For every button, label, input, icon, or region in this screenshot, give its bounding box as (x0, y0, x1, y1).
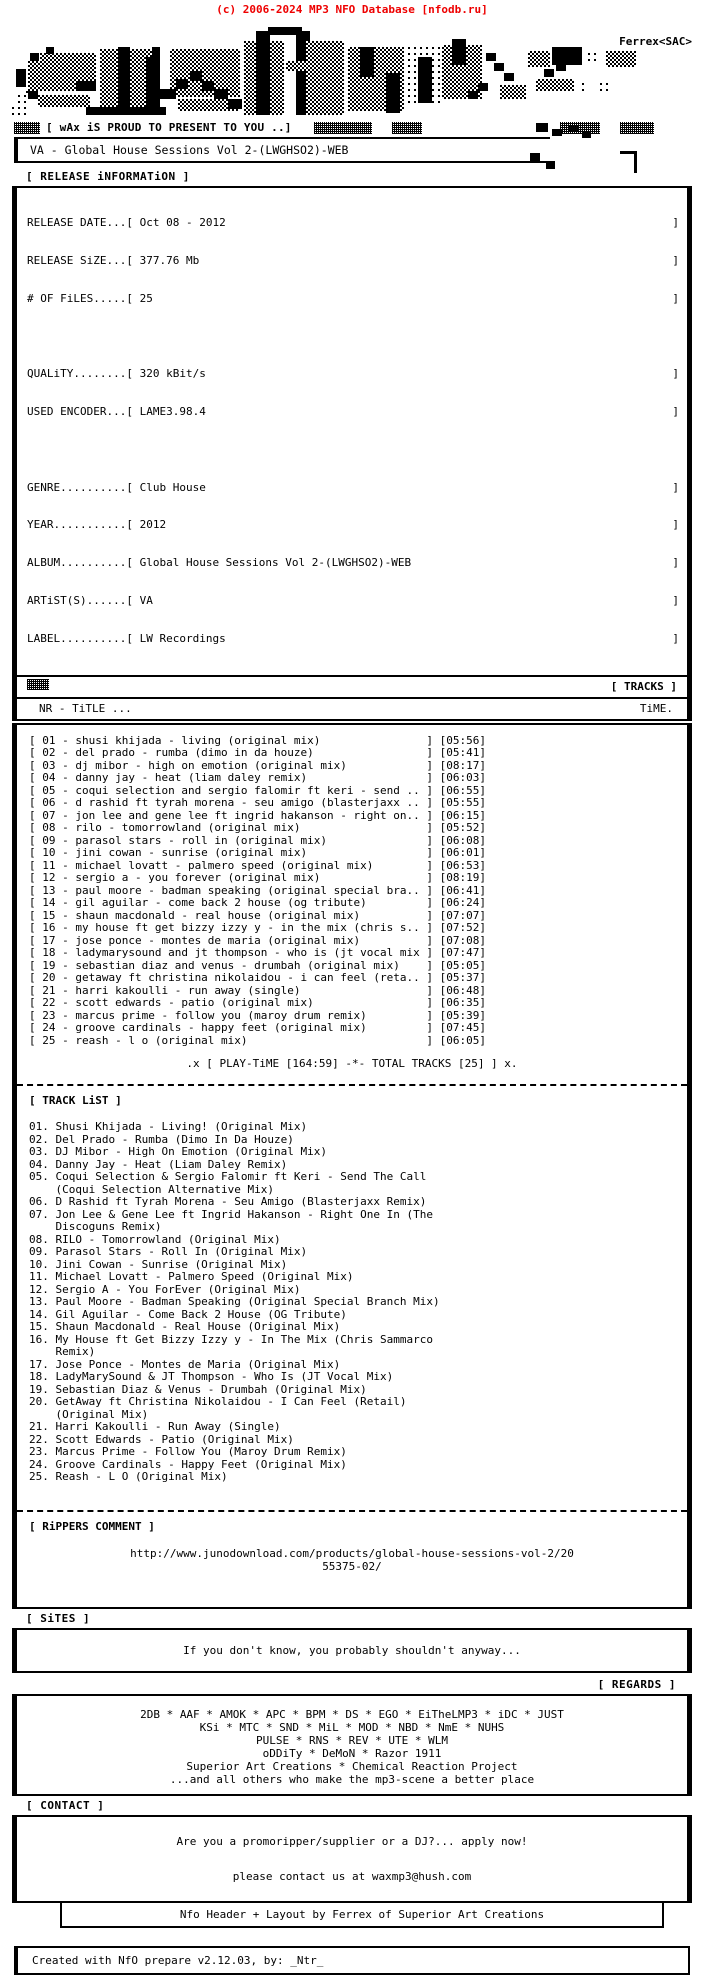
track-list-item: 13. Paul Moore - Badman Speaking (Original Special Branch Mix) (29, 1295, 440, 1309)
credit-text: Nfo Header + Layout by Ferrex of Superior Art Creations (179, 1907, 545, 1921)
info-value: Global House Sessions Vol 2-(LWGHSO2)-WEB (139, 556, 412, 570)
info-row: YEAR...........[ 2012 ] (27, 518, 679, 532)
contact-section (14, 1796, 690, 1903)
track-list-item: 10. Jini Cowan - Sunrise (Original Mix) (29, 1257, 288, 1271)
track-list-item: Remix) (29, 1345, 96, 1359)
regards-line: oDDiTy * DeMoN * Razor 1911 (262, 1746, 442, 1760)
track-entry: [ 11 - michael lovatt - palmero speed (original mix) ] [06:53] (29, 858, 486, 872)
track-list-item: 05. Coqui Selection & Sergio Falomir ft Keri - Send The Call (29, 1170, 427, 1184)
track-entry: [ 16 - my house ft get bizzy izzy y - in the mix (chris s.. ] [07:52] (29, 921, 486, 935)
rippers-comment-line[interactable]: http://www.junodownload.com/products/global-house-sessions-vol-2/20 (130, 1546, 574, 1560)
info-value: LAME3.98.4 (139, 405, 206, 419)
sites-section (14, 1609, 690, 1673)
track-entry: [ 07 - jon lee and gene lee ft ingrid hakanson - right on.. ] [06:15] (29, 808, 486, 822)
track-entry: [ 01 - shusi khijada - living (original mix) ] [05:56] (29, 733, 486, 747)
track-list-item: 19. Sebastian Diaz & Venus - Drumbah (Original Mix) (29, 1382, 367, 1396)
sites-label: [ SiTES ] (26, 1611, 91, 1625)
contact-label: [ CONTACT ] (26, 1798, 105, 1812)
track-list-item: 16. My House ft Get Bizzy Izzy y - In The Mix (Chris Sammarco (29, 1332, 433, 1346)
checker-block-mid (314, 122, 372, 134)
tracks-label: [ TRACKS ] (610, 679, 677, 693)
tracks-box (14, 723, 690, 1609)
release-information-section (14, 167, 690, 721)
track-entry: [ 18 - ladymarysound and jt thompson - who is (jt vocal mix ] [07:47] (29, 946, 486, 960)
credit-box (60, 1903, 664, 1928)
info-row: RELEASE SiZE...[ 377.76 Mb ] (27, 253, 679, 267)
release-information-box (14, 186, 690, 721)
info-key: QUALiTY....... (27, 367, 120, 381)
rippers-comment-body (17, 1541, 687, 1607)
row-end-bracket: ] (672, 291, 679, 305)
track-list-item: 03. DJ Mibor - High On Emotion (Original Mix) (29, 1145, 328, 1159)
track-list-item: 21. Harri Kakoulli - Run Away (Single) (29, 1420, 281, 1434)
release-title-bar (14, 137, 550, 163)
proud-line: [ wAx iS PROUD TO PRESENT TO YOU ..] (46, 121, 292, 134)
regards-lines (17, 1696, 687, 1794)
info-value: Club House (139, 480, 206, 494)
track-entry: [ 05 - coqui selection and sergio falomir ft keri - send .. ] [06:55] (29, 783, 486, 797)
track-list-item: 01. Shusi Khijada - Living! (Original Mix) (29, 1120, 308, 1134)
track-entry: [ 19 - sebastian diaz and venus - drumbah (original mix) ] [05:05] (29, 958, 486, 972)
row-end-bracket: ] (672, 405, 679, 419)
info-value: 25 (139, 291, 153, 305)
info-value: 377.76 Mb (139, 253, 200, 267)
info-spacer (27, 331, 681, 344)
column-time: TiME. (639, 701, 673, 715)
track-list-item: 22. Scott Edwards - Patio (Original Mix) (29, 1432, 294, 1446)
info-key: ALBUM......... (27, 556, 120, 570)
track-entry: [ 14 - gil aguilar - come back 2 house (og tribute) ] [06:24] (29, 896, 486, 910)
track-entry: [ 06 - d rashid ft tyrah morena - seu amigo (blasterjaxx .. ] [05:55] (29, 796, 486, 810)
track-entry: [ 17 - jose ponce - montes de maria (original mix) ] [07:08] (29, 933, 486, 947)
info-value: LW Recordings (139, 631, 226, 645)
info-key: YEAR.......... (27, 518, 120, 532)
regards-line: 2DB * AAF * AMOK * APC * BPM * DS * EGO * EiTheLMP3 * iDC * JUST (140, 1707, 564, 1721)
info-key: USED ENCODER.. (27, 405, 120, 419)
regards-line: ...and all others who make the mp3-scene a better place (169, 1772, 535, 1786)
track-entry: [ 22 - scott edwards - patio (original mix) ] [06:35] (29, 996, 486, 1010)
track-entry: [ 13 - paul moore - badman speaking (original special bra.. ] [06:41] (29, 883, 486, 897)
track-list-item: 12. Sergio A - You ForEver (Original Mix) (29, 1282, 301, 1296)
info-key: ARTiST(S)..... (27, 594, 120, 607)
track-list-label: [ TRACK LiST ] (29, 1094, 122, 1108)
track-entry: [ 23 - marcus prime - follow you (maroy drum remix) ] [05:39] (29, 1008, 486, 1022)
track-list-item: Discoguns Remix) (29, 1220, 162, 1234)
track-entry: [ 25 - reash - l o (original mix) ] [06:05] (29, 1033, 486, 1047)
track-list-item: 04. Danny Jay - Heat (Liam Daley Remix) (29, 1157, 288, 1171)
track-list-item: 14. Gil Aguilar - Come Back 2 House (OG Tribute) (29, 1307, 347, 1321)
info-row: ARTiST(S)......[ VA ] (27, 594, 679, 607)
track-entry: [ 03 - dj mibor - high on emotion (original mix) ] [08:17] (29, 758, 486, 772)
track-entry: [ 09 - parasol stars - roll in (original mix) ] [06:08] (29, 833, 486, 847)
row-end-bracket: ] (672, 216, 679, 230)
author-signature: Ferrex<SAC> (619, 35, 692, 48)
nfodb-banner: (c) 2006-2024 MP3 NFO Database [nfodb.ru] (216, 3, 488, 16)
track-list-items (17, 1115, 687, 1490)
track-list-item: 18. LadyMarySound & JT Thompson - Who Is (JT Vocal Mix) (29, 1370, 394, 1384)
track-entry: [ 12 - sergio a - you forever (original mix) ] [08:19] (29, 871, 486, 885)
regards-section (14, 1675, 690, 1796)
info-row: # OF FiLES.....[ 25 ] (27, 291, 679, 305)
row-end-bracket: ] (672, 556, 679, 570)
info-row: LABEL..........[ LW Recordings ] (27, 631, 679, 645)
row-end-bracket: ] (672, 594, 679, 607)
track-list-item: 02. Del Prado - Rumba (Dimo In Da Houze) (29, 1132, 294, 1146)
track-entry: [ 10 - jini cowan - sunrise (original mix) ] [06:01] (29, 846, 486, 860)
track-list-item: 24. Groove Cardinals - Happy Feet (Original Mix) (29, 1457, 347, 1471)
track-list-item: 17. Jose Ponce - Montes de Maria (Original Mix) (29, 1357, 341, 1371)
rippers-comment-label: [ RiPPERS COMMENT ] (29, 1519, 155, 1533)
checker-block-tracks (27, 679, 49, 690)
regards-label: [ REGARDS ] (597, 1677, 676, 1691)
info-spacer (27, 444, 681, 457)
track-entry: [ 21 - harri kakoulli - run away (single) ] [06:48] (29, 983, 486, 997)
tracks-summary: .x [ PLAY-TiME [164:59] -*- TOTAL TRACKS [25] ] x. (186, 1057, 518, 1071)
release-information-rows (17, 188, 687, 675)
info-key: LABEL......... (27, 631, 120, 645)
track-list-item: 11. Michael Lovatt - Palmero Speed (Original Mix) (29, 1270, 354, 1284)
info-key: RELEASE SiZE.. (27, 253, 120, 267)
track-entry: [ 24 - groove cardinals - happy feet (original mix) ] [07:45] (29, 1021, 486, 1035)
track-list-item: 06. D Rashid ft Tyrah Morena - Seu Amigo (Blasterjaxx Remix) (29, 1195, 427, 1209)
track-list-item: 15. Shaun Macdonald - Real House (Original Mix) (29, 1320, 341, 1334)
tracks-header-bar (17, 677, 687, 697)
column-nr-title: NR - TiTLE ... (39, 701, 132, 715)
info-row: QUALiTY........[ 320 kBit/s ] (27, 367, 679, 381)
info-row: GENRE..........[ Club House ] (27, 480, 679, 494)
wax-ascii-logo (0, 17, 704, 121)
contact-box (14, 1815, 690, 1903)
track-entry: [ 15 - shaun macdonald - real house (original mix) ] [07:07] (29, 908, 486, 922)
track-list-item: 25. Reash - L O (Original Mix) (29, 1470, 228, 1484)
info-key: RELEASE DATE.. (27, 216, 120, 230)
row-end-bracket: ] (672, 518, 679, 532)
row-end-bracket: ] (672, 367, 679, 381)
track-entry: [ 08 - rilo - tomorrowland (original mix) ] [05:52] (29, 821, 486, 835)
footer-text: Created with NfO prepare v2.12.03, by: _Ntr_ (32, 1953, 324, 1967)
sites-text: If you don't know, you probably shouldn't anyway... (183, 1643, 521, 1657)
wax-decor-right (524, 123, 704, 173)
track-list-item: 07. Jon Lee & Gene Lee ft Ingrid Hakanson - Right One In (The (29, 1207, 433, 1221)
release-information-label: [ RELEASE iNFORMATiON ] (26, 170, 190, 183)
regards-line: PULSE * RNS * REV * UTE * WLM (255, 1733, 449, 1747)
track-entry: [ 20 - getaway ft christina nikolaidou - i can feel (reta.. ] [05:37] (29, 971, 486, 985)
track-list-item: (Coqui Selection Alternative Mix) (29, 1182, 275, 1196)
regards-line: KSi * MTC * SND * MiL * MOD * NBD * NmE * NUHS (199, 1720, 505, 1734)
contact-line-1: Are you a promoripper/supplier or a DJ?... apply now! (176, 1834, 528, 1848)
info-row: USED ENCODER...[ LAME3.98.4 ] (27, 405, 679, 419)
info-row: RELEASE DATE...[ Oct 08 - 2012 ] (27, 216, 679, 230)
footer-box (14, 1946, 690, 1975)
tracks-column-header (17, 699, 687, 719)
info-row: ALBUM..........[ Global House Sessions Vol 2-(LWGHSO2)-WEB ] (27, 556, 679, 570)
track-entry: [ 04 - danny jay - heat (liam daley remix) ] [06:03] (29, 771, 486, 785)
checker-block-right1 (392, 122, 422, 134)
regards-line: Superior Art Creations * Chemical Reaction Project (186, 1759, 518, 1773)
ascii-logo-header (0, 17, 704, 121)
track-list-item: 08. RILO - Tomorrowland (Original Mix) (29, 1232, 281, 1246)
track-entry: [ 02 - del prado - rumba (dimo in da houze) ] [05:41] (29, 746, 486, 760)
row-end-bracket: ] (672, 480, 679, 494)
info-value: Oct 08 - 2012 (139, 216, 226, 230)
rippers-comment-line[interactable]: 55375-02/ (322, 1559, 382, 1573)
checker-block-left (14, 122, 40, 134)
track-list-item: 23. Marcus Prime - Follow You (Maroy Drum Remix) (29, 1445, 347, 1459)
info-value: 2012 (139, 518, 167, 532)
contact-line-2[interactable]: please contact us at waxmp3@hush.com (232, 1869, 472, 1883)
tracks-section (14, 723, 690, 1609)
info-key: # OF FiLES.... (27, 291, 120, 305)
info-value: VA (139, 594, 153, 607)
track-list-item: 09. Parasol Stars - Roll In (Original Mix) (29, 1245, 308, 1259)
tracks-list (17, 725, 687, 1052)
info-key: GENRE......... (27, 480, 120, 494)
row-end-bracket: ] (672, 253, 679, 267)
regards-box (14, 1694, 690, 1796)
release-title: VA - Global House Sessions Vol 2-(LWGHSO2)-WEB (30, 143, 349, 157)
track-list-item: (Original Mix) (29, 1407, 149, 1421)
info-value: 320 kBit/s (139, 367, 206, 381)
sites-box (14, 1628, 690, 1673)
row-end-bracket: ] (672, 631, 679, 645)
track-list-item: 20. GetAway ft Christina Nikolaidou - I Can Feel (Retail) (29, 1395, 407, 1409)
